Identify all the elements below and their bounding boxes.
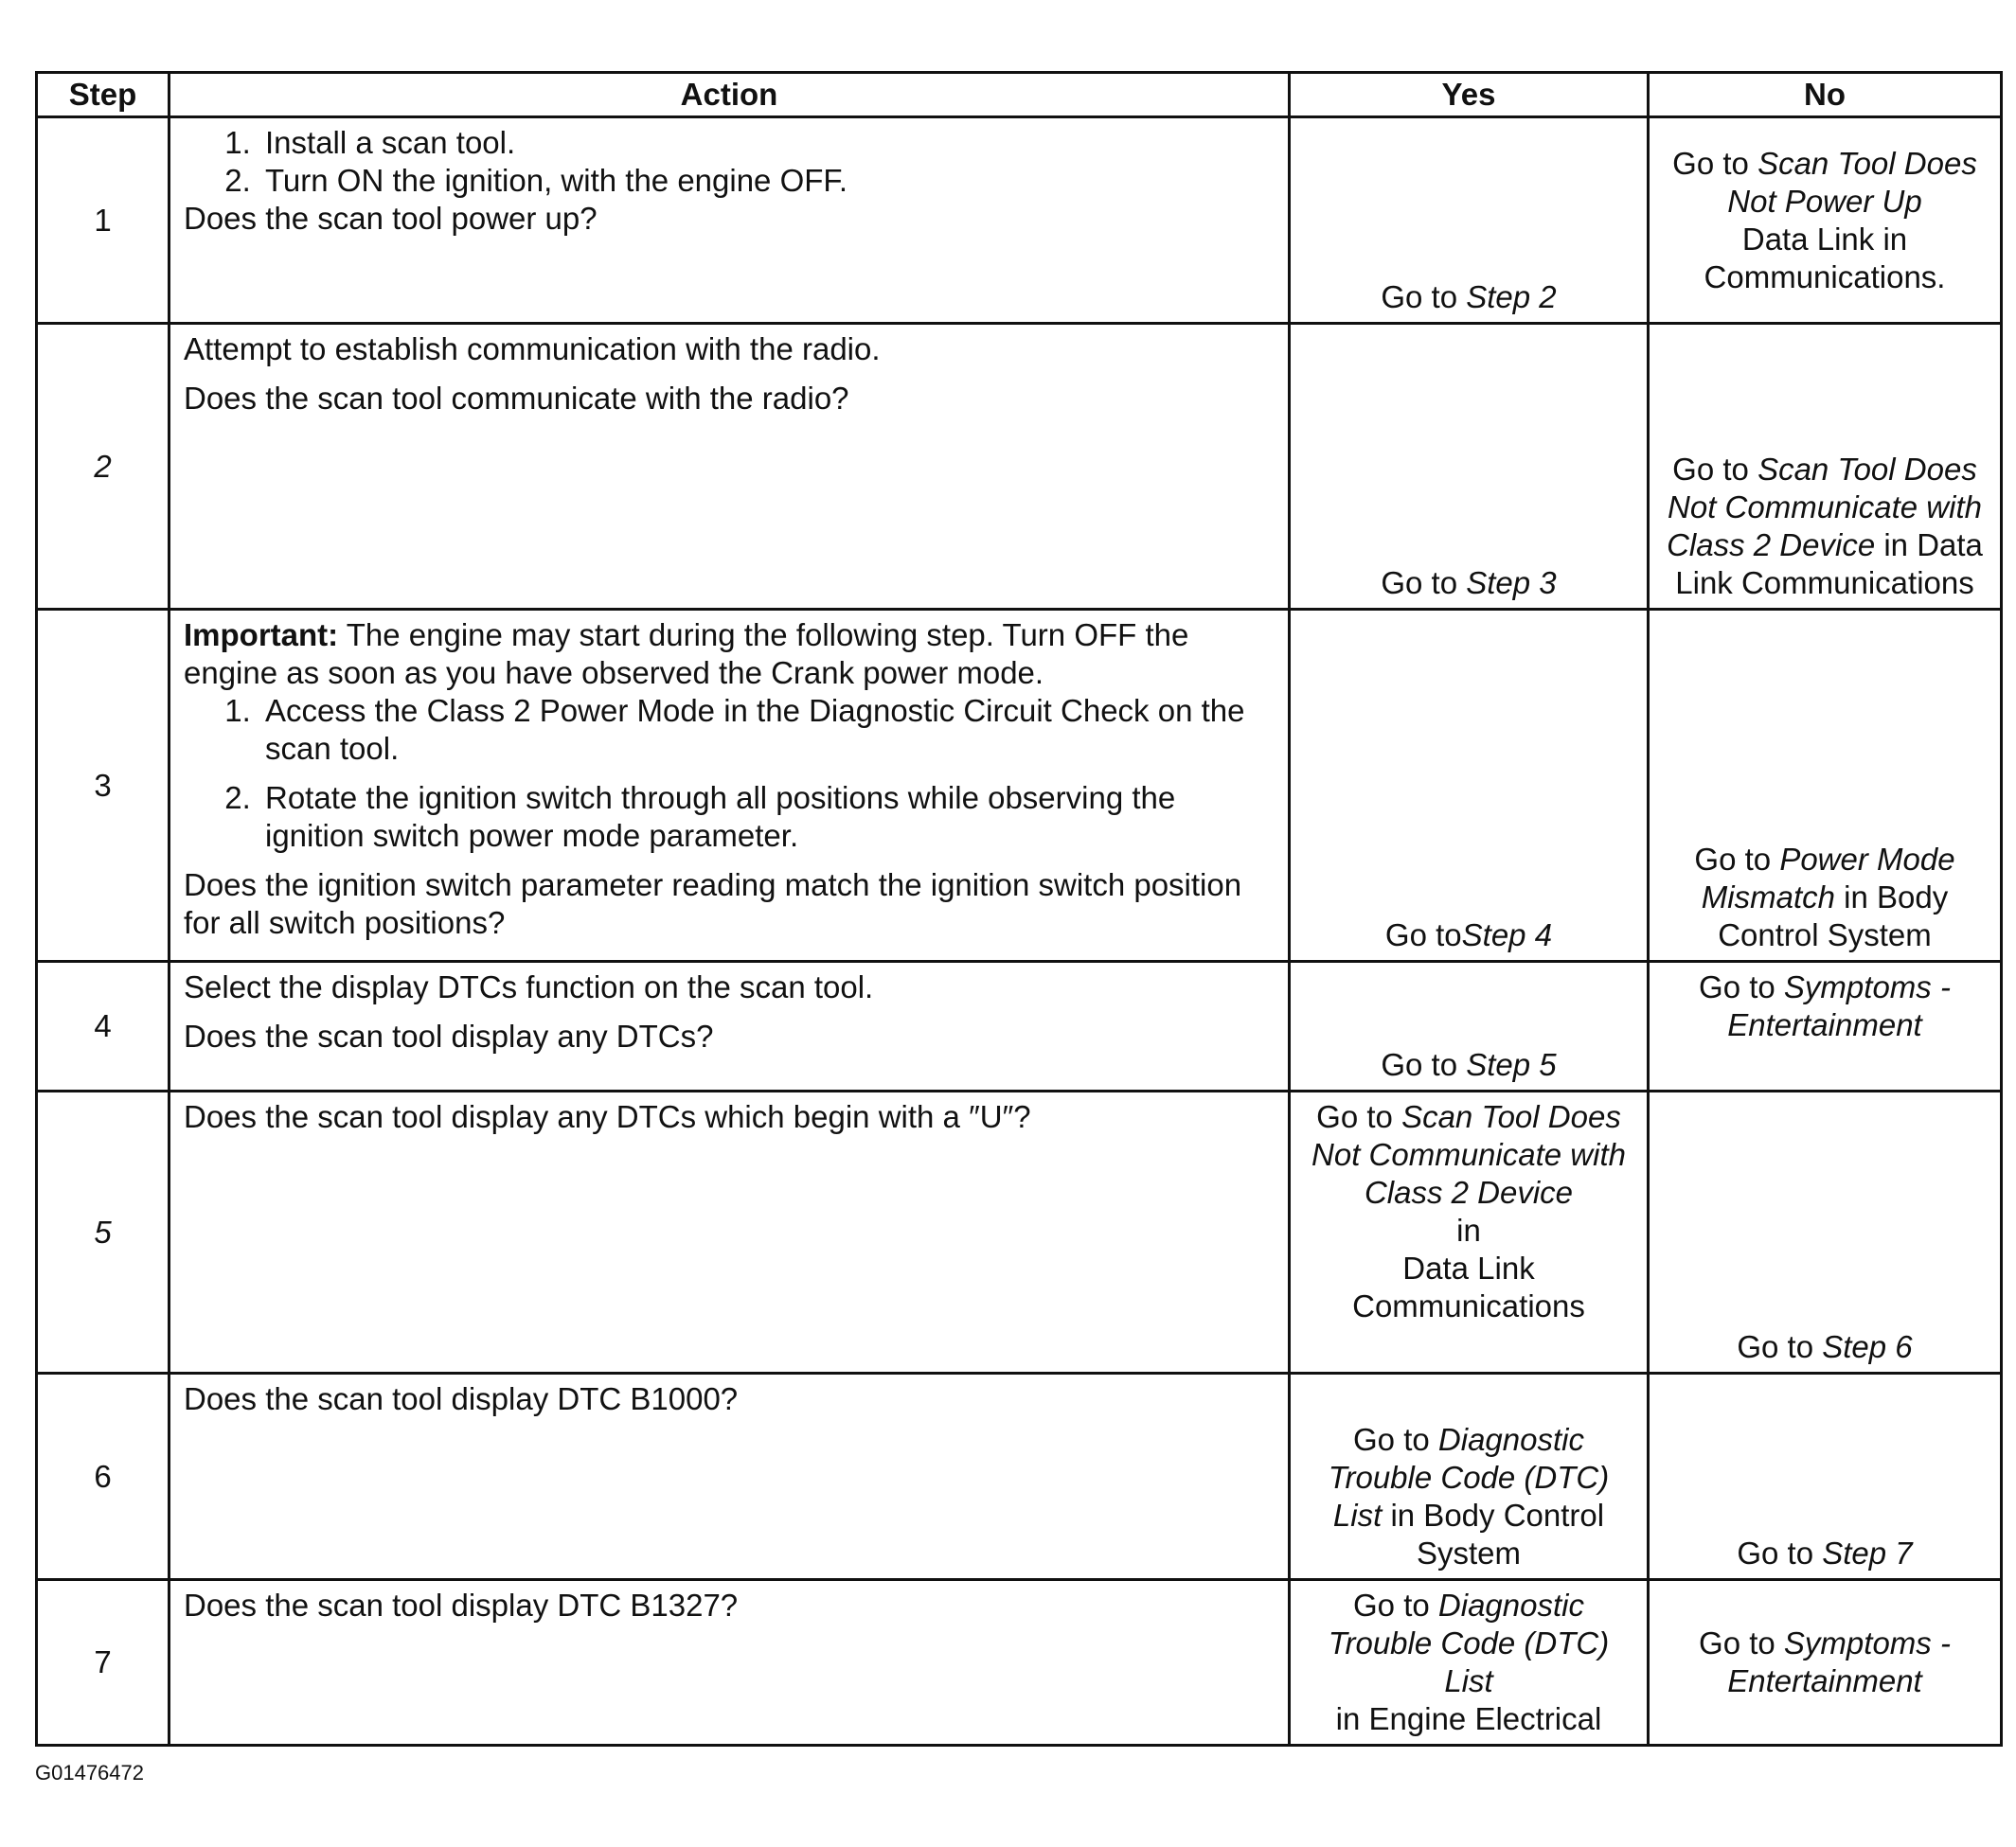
action-cell — [169, 962, 1290, 1092]
yes-link[interactable]: Step 3 — [1466, 565, 1557, 600]
yes-cell — [1290, 117, 1649, 324]
no-link[interactable]: Power Mode Mismatch — [1701, 842, 1955, 915]
action-cell — [169, 610, 1290, 962]
step-number: 1 — [37, 117, 169, 324]
yes-link[interactable]: Step 2 — [1466, 279, 1557, 314]
action-list — [184, 124, 1275, 200]
yes-cell — [1290, 1092, 1649, 1374]
step-number: 3 — [37, 610, 169, 962]
table-header-row — [37, 73, 2002, 117]
yes-cell — [1290, 610, 1649, 962]
yes-cell — [1290, 324, 1649, 610]
yes-suffix: Data Link Communications — [1352, 1251, 1585, 1323]
no-cell — [1649, 610, 2002, 962]
step-number: 5 — [37, 1092, 169, 1374]
header-yes: Yes — [1290, 73, 1649, 117]
no-prefix: Go to — [1699, 969, 1784, 1004]
yes-prefix: Go to — [1384, 917, 1462, 952]
action-item: 1. Access the Class 2 Power Mode in the Diagnostic Circuit Check on the scan tool. — [259, 692, 1275, 768]
action-cell — [169, 1092, 1290, 1374]
action-question: Does the scan tool display DTC B1000? — [184, 1381, 739, 1416]
yes-prefix: Go to — [1353, 1422, 1438, 1457]
action-item: 2. Rotate the ignition switch through all positions while observing the ignition switch power mode parameter. — [259, 779, 1275, 855]
no-suffix: in Data Link Communications — [1675, 527, 1983, 600]
no-link[interactable]: Scan Tool Does Not Power Up — [1727, 145, 1977, 219]
no-cell — [1649, 962, 2002, 1092]
yes-cell — [1290, 1580, 1649, 1746]
no-link[interactable]: Symptoms - Entertainment — [1727, 969, 1951, 1042]
table-row-step-6 — [37, 1374, 2002, 1580]
no-prefix: Go to — [1694, 842, 1780, 877]
figure-id: G01476472 — [35, 1761, 144, 1785]
important-text: The engine may start during the following step. Turn OFF the engine as soon as you have observed the Crank power mode. — [184, 617, 1189, 690]
step-number: 4 — [37, 962, 169, 1092]
no-link[interactable]: Symptoms - Entertainment — [1727, 1625, 1951, 1698]
no-suffix: in Body Control System — [1718, 879, 1949, 952]
action-cell — [169, 1374, 1290, 1580]
no-prefix: Go to — [1672, 452, 1758, 487]
table-row-step-7 — [37, 1580, 2002, 1746]
important-note — [184, 616, 1275, 692]
no-cell — [1649, 1374, 2002, 1580]
action-cell — [169, 1580, 1290, 1746]
header-action: Action — [169, 73, 1290, 117]
table-row-step-4 — [37, 962, 2002, 1092]
table-row-step-3 — [37, 610, 2002, 962]
no-suffix: Data Link in Communications. — [1704, 221, 1946, 294]
important-label: Important: — [184, 617, 339, 652]
table-row-step-5 — [37, 1092, 2002, 1374]
no-prefix: Go to — [1699, 1625, 1784, 1661]
yes-prefix: Go to — [1381, 279, 1467, 314]
action-question: Does the scan tool display DTC B1327? — [184, 1588, 739, 1623]
table-row-step-2 — [37, 324, 2002, 610]
action-item: 1. Install a scan tool. — [259, 124, 1275, 162]
no-link[interactable]: Scan Tool Does Not Communicate with Class 2 Device — [1667, 452, 1982, 562]
yes-suffix: in Body Control System — [1382, 1498, 1605, 1571]
step-number: 2 — [37, 324, 169, 610]
step-number: 6 — [37, 1374, 169, 1580]
no-cell — [1649, 117, 2002, 324]
header-step: Step — [37, 73, 169, 117]
yes-prefix: Go to — [1381, 1047, 1467, 1082]
no-prefix: Go to — [1737, 1329, 1823, 1364]
action-text: Select the display DTCs function on the scan tool. — [184, 969, 874, 1004]
action-list — [184, 692, 1275, 855]
step-number: 7 — [37, 1580, 169, 1746]
diagnostic-table — [35, 71, 2003, 1747]
no-link[interactable]: Step 6 — [1822, 1329, 1913, 1364]
yes-cell — [1290, 1374, 1649, 1580]
yes-link[interactable]: Step 4 — [1461, 917, 1553, 952]
table-row-step-1 — [37, 117, 2002, 324]
action-question: Does the scan tool power up? — [184, 201, 598, 236]
yes-prefix: Go to — [1316, 1099, 1402, 1134]
no-link[interactable]: Step 7 — [1822, 1536, 1913, 1571]
no-prefix: Go to — [1672, 145, 1758, 181]
header-no: No — [1649, 73, 2002, 117]
action-cell — [169, 324, 1290, 610]
action-text: Attempt to establish communication with the radio. — [184, 331, 881, 366]
action-question: Does the scan tool display any DTCs which begin with a ″U″? — [184, 1099, 1031, 1134]
yes-suffix: in Engine Electrical — [1335, 1701, 1602, 1736]
yes-link[interactable]: Diagnostic Trouble Code (DTC) List — [1328, 1422, 1610, 1533]
action-cell — [169, 117, 1290, 324]
action-question: Does the ignition switch parameter reading match the ignition switch position for all switch positions? — [184, 867, 1242, 940]
yes-link[interactable]: Step 5 — [1466, 1047, 1557, 1082]
no-prefix: Go to — [1737, 1536, 1823, 1571]
no-cell — [1649, 1092, 2002, 1374]
action-question: Does the scan tool communicate with the radio? — [184, 381, 849, 416]
no-cell — [1649, 324, 2002, 610]
no-cell — [1649, 1580, 2002, 1746]
yes-prefix: Go to — [1353, 1588, 1438, 1623]
yes-prefix: Go to — [1381, 565, 1467, 600]
yes-mid: in — [1456, 1213, 1481, 1248]
action-question: Does the scan tool display any DTCs? — [184, 1019, 714, 1054]
action-item: 2. Turn ON the ignition, with the engine OFF. — [259, 162, 1275, 200]
yes-link[interactable]: Scan Tool Does Not Communicate with Class 2 Device — [1311, 1099, 1626, 1210]
yes-cell — [1290, 962, 1649, 1092]
yes-link[interactable]: Diagnostic Trouble Code (DTC) List — [1328, 1588, 1610, 1698]
